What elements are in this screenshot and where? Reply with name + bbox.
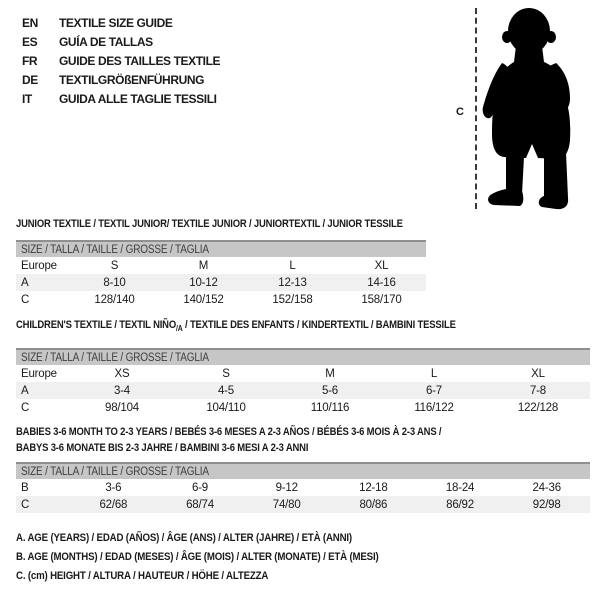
size-cell: 10-12	[189, 276, 218, 289]
table-row	[16, 496, 590, 513]
size-cell: 24-36	[532, 481, 561, 494]
size-header-bar	[16, 462, 590, 479]
size-header-bar	[16, 348, 590, 365]
size-cell: 86/92	[446, 498, 474, 511]
size-cell: 74/80	[272, 498, 301, 511]
row-label: A	[21, 384, 29, 397]
language-row-fr	[22, 51, 220, 70]
row-label: C	[21, 498, 30, 511]
size-cell: 6-9	[191, 481, 209, 494]
size-header-bar	[16, 240, 426, 257]
size-cell: 122/128	[517, 401, 559, 414]
size-cell: 62/68	[99, 498, 128, 511]
size-cell: 158/170	[361, 293, 402, 306]
language-code: IT	[22, 91, 32, 106]
table-row	[16, 365, 590, 382]
language-title: TEXTILGRÖßENFÜHRUNG	[59, 72, 205, 87]
size-cell: M	[198, 259, 209, 272]
height-measure-label: C	[456, 106, 464, 118]
language-title-list	[22, 13, 220, 108]
size-cell: 92/98	[532, 498, 561, 511]
size-header-text: SIZE / TALLA / TAILLE / GRÖSSE / TAGLIA	[21, 243, 209, 256]
language-title: GUIDE DES TAILLES TEXTILE	[59, 53, 221, 68]
footnote-age-months: B. AGE (MONTHS) / EDAD (MESES) / ÂGE (MOIS) / ALTER (MONATE) / ETÀ (MESI)	[16, 551, 379, 563]
size-cell: L	[289, 259, 296, 272]
size-cell: 3-4	[113, 384, 131, 397]
size-cell: XS	[114, 367, 130, 380]
size-cell: 104/110	[206, 401, 246, 414]
size-cell: 140/152	[183, 293, 224, 306]
size-cell: 9-12	[275, 481, 298, 494]
table-row	[16, 291, 426, 308]
section-title-junior	[16, 216, 403, 232]
size-header-text: SIZE / TALLA / TAILLE / GRÖSSE / TAGLIA	[21, 351, 209, 364]
table-row	[16, 257, 426, 274]
size-cell: 152/158	[272, 293, 313, 306]
size-cell: 3-6	[105, 481, 122, 494]
row-label: A	[21, 276, 29, 289]
babies-size-table	[16, 462, 590, 513]
baby-silhouette-icon	[482, 6, 597, 211]
size-cell: 98/104	[105, 401, 139, 414]
section-title-line1: BABIES 3-6 MONTH TO 2-3 YEARS / BEBÉS 3-6 MESES A 2-3 AÑOS / BÉBÉS 3-6 MOIS À 2-3 ANS /	[16, 426, 442, 438]
size-cell: S	[110, 259, 119, 272]
size-cell: 68/74	[186, 498, 214, 511]
size-cell: 6-7	[425, 384, 443, 397]
table-row	[16, 382, 590, 399]
size-cell: 8-10	[103, 276, 126, 289]
section-title-subscript: /A	[176, 324, 183, 334]
footnote-height: C. (cm) HEIGHT / ALTURA / HAUTEUR / HÖHE / ALTEZZA	[16, 570, 269, 582]
footnote-list	[16, 529, 428, 586]
section-title-babies	[16, 424, 441, 456]
section-title-text: JUNIOR TEXTILE / TEXTIL JUNIOR/ TEXTILE JUNIOR / JUNIORTEXTIL / JUNIOR TESSILE	[16, 218, 403, 230]
size-cell: S	[222, 367, 230, 380]
row-label: Europe	[21, 259, 57, 272]
height-measure-line	[475, 8, 477, 209]
language-code: ES	[22, 34, 38, 49]
section-title-text: CHILDREN'S TEXTILE / TEXTIL NIÑO	[16, 319, 177, 331]
row-label: B	[21, 481, 29, 494]
size-cell: 18-24	[445, 481, 475, 494]
size-cell: 12-18	[359, 481, 388, 494]
row-label: C	[21, 293, 30, 306]
section-title-text: / TEXTILE DES ENFANTS / KINDERTEXTIL / BAMBINI TESSILE	[182, 319, 456, 331]
language-row-de	[22, 70, 220, 89]
table-row	[16, 479, 590, 496]
row-label: Europe	[21, 367, 57, 380]
size-cell: 80/86	[359, 498, 388, 511]
children-size-table	[16, 348, 590, 416]
table-row	[16, 274, 426, 291]
size-cell: M	[325, 367, 335, 380]
footnote-age-years: A. AGE (YEARS) / EDAD (AÑOS) / ÂGE (ANS) / ALTER (JAHRE) / ETÀ (ANNI)	[16, 532, 352, 544]
row-label: C	[21, 401, 30, 414]
language-code: DE	[22, 72, 38, 87]
language-row-it	[22, 89, 220, 108]
size-cell: 110/116	[310, 401, 350, 414]
section-title-line2: BABYS 3-6 MONATE BIS 2-3 JAHRE / BAMBINI 3-6 MESI A 2-3 ANNI	[16, 442, 309, 454]
language-title: GUIDA ALLE TAGLIE TESSILI	[59, 91, 217, 106]
size-cell: L	[430, 367, 438, 380]
language-title: GUÍA DE TALLAS	[59, 34, 153, 49]
language-title: TEXTILE SIZE GUIDE	[59, 15, 173, 30]
size-cell: XL	[531, 367, 545, 380]
size-cell: 5-6	[321, 384, 339, 397]
table-row	[16, 399, 590, 416]
language-code: FR	[22, 53, 38, 68]
section-title-children	[16, 317, 456, 337]
size-cell: 128/140	[94, 293, 135, 306]
language-row-en	[22, 13, 220, 32]
size-cell: 7-8	[529, 384, 547, 397]
junior-size-table	[16, 240, 426, 308]
size-cell: 4-5	[217, 384, 235, 397]
language-row-es	[22, 32, 220, 51]
size-cell: 116/122	[414, 401, 454, 414]
size-header-text: SIZE / TALLA / TAILLE / GRÖSSE / TAGLIA	[21, 465, 209, 478]
size-cell: XL	[374, 259, 389, 272]
size-cell: 14-16	[367, 276, 396, 289]
size-cell: 12-13	[278, 276, 307, 289]
language-code: EN	[22, 15, 38, 30]
